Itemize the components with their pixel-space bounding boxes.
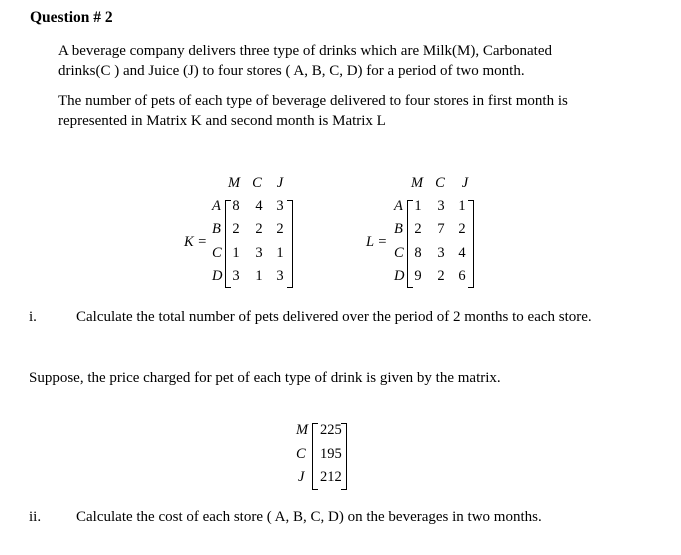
matrix-k-cell: 1 [255,268,263,284]
price-intro-text: Suppose, the price charged for pet of each type of drink is given by the matrix. [29,370,501,386]
matrix-l-row-label: D [394,268,405,284]
matrix-k-cell: 3 [255,245,263,261]
matrix-k-col-header: J [276,175,284,191]
matrix-l-col-header: J [461,175,469,191]
matrix-description-paragraph [58,91,658,131]
part-i-question: Calculate the total number of pets delivered over the period of 2 months to each store. [76,309,592,325]
matrix-l-cell: 3 [437,198,445,214]
matrix-k-cell: 2 [255,221,263,237]
matrix-l-cell: 2 [437,268,445,284]
matrix-l-row-label: B [394,221,403,237]
price-matrix-right-bracket [341,423,347,490]
price-matrix-value: 195 [320,446,342,462]
matrix-l-cell: 1 [458,198,466,214]
matrix-l-row-label: A [394,198,403,214]
matrix-l-cell: 2 [414,221,422,237]
matrix-l-cell: 7 [437,221,445,237]
matrix-k-cell: 1 [276,245,284,261]
matrix-k-col-header: C [252,175,262,191]
intro-line-2: drinks(C ) and Juice (J) to four stores ( A, B, C, D) for a period of two month. [58,63,525,79]
intro-paragraph [58,41,658,81]
price-matrix-value: 212 [320,469,342,485]
matrix-k-cell: 3 [232,268,240,284]
matrix-l-cell: 3 [437,245,445,261]
matrix-k-cell: 1 [232,245,240,261]
price-matrix-value: 225 [320,422,342,438]
matrix-k-row-label: B [212,221,221,237]
price-matrix-row-label: C [296,446,306,462]
matrix-l-row-label: C [394,245,404,261]
matrix-l-cell: 8 [414,245,422,261]
part-ii-question: Calculate the cost of each store ( A, B, C, D) on the beverages in two months. [76,509,542,525]
matrix-l-cell: 9 [414,268,422,284]
matrix-l-cell: 2 [458,221,466,237]
matrix-k-cell: 2 [232,221,240,237]
price-matrix-left-bracket [312,423,318,490]
matrix-k-cell: 8 [232,198,240,214]
matrix-k-label: K = [184,234,208,250]
matrix-k-row-label: A [212,198,221,214]
matrix-l-col-header: M [410,175,424,191]
price-matrix-row-label: J [298,469,305,485]
matrix-k-row-label: D [212,268,223,284]
intro-line-1: A beverage company delivers three type of drinks which are Milk(M), Carbonated [58,43,553,59]
matrix-k-cell: 2 [276,221,284,237]
matrix-l-col-header: C [435,175,445,191]
part-ii-numeral: ii. [29,509,42,525]
matrix-l-cell: 4 [458,245,466,261]
matrix-k-row-label: C [212,245,222,261]
matrix-k-cell: 3 [276,268,284,284]
matrix-l-cell: 6 [458,268,466,284]
matrix-k-cell: 3 [276,198,284,214]
price-matrix-row-label: M [296,422,309,438]
part-i-numeral: i. [29,309,37,325]
description-line-2: represented in Matrix K and second month is Matrix L [58,113,386,129]
description-line-1: The number of pets of each type of beverage delivered to four stores in first month is [58,93,568,109]
matrix-l-cell: 1 [414,198,422,214]
question-title: Question # 2 [30,9,113,26]
matrix-l-label: L = [366,234,388,250]
matrix-k-cell: 4 [255,198,263,214]
matrix-k-col-header: M [227,175,241,191]
